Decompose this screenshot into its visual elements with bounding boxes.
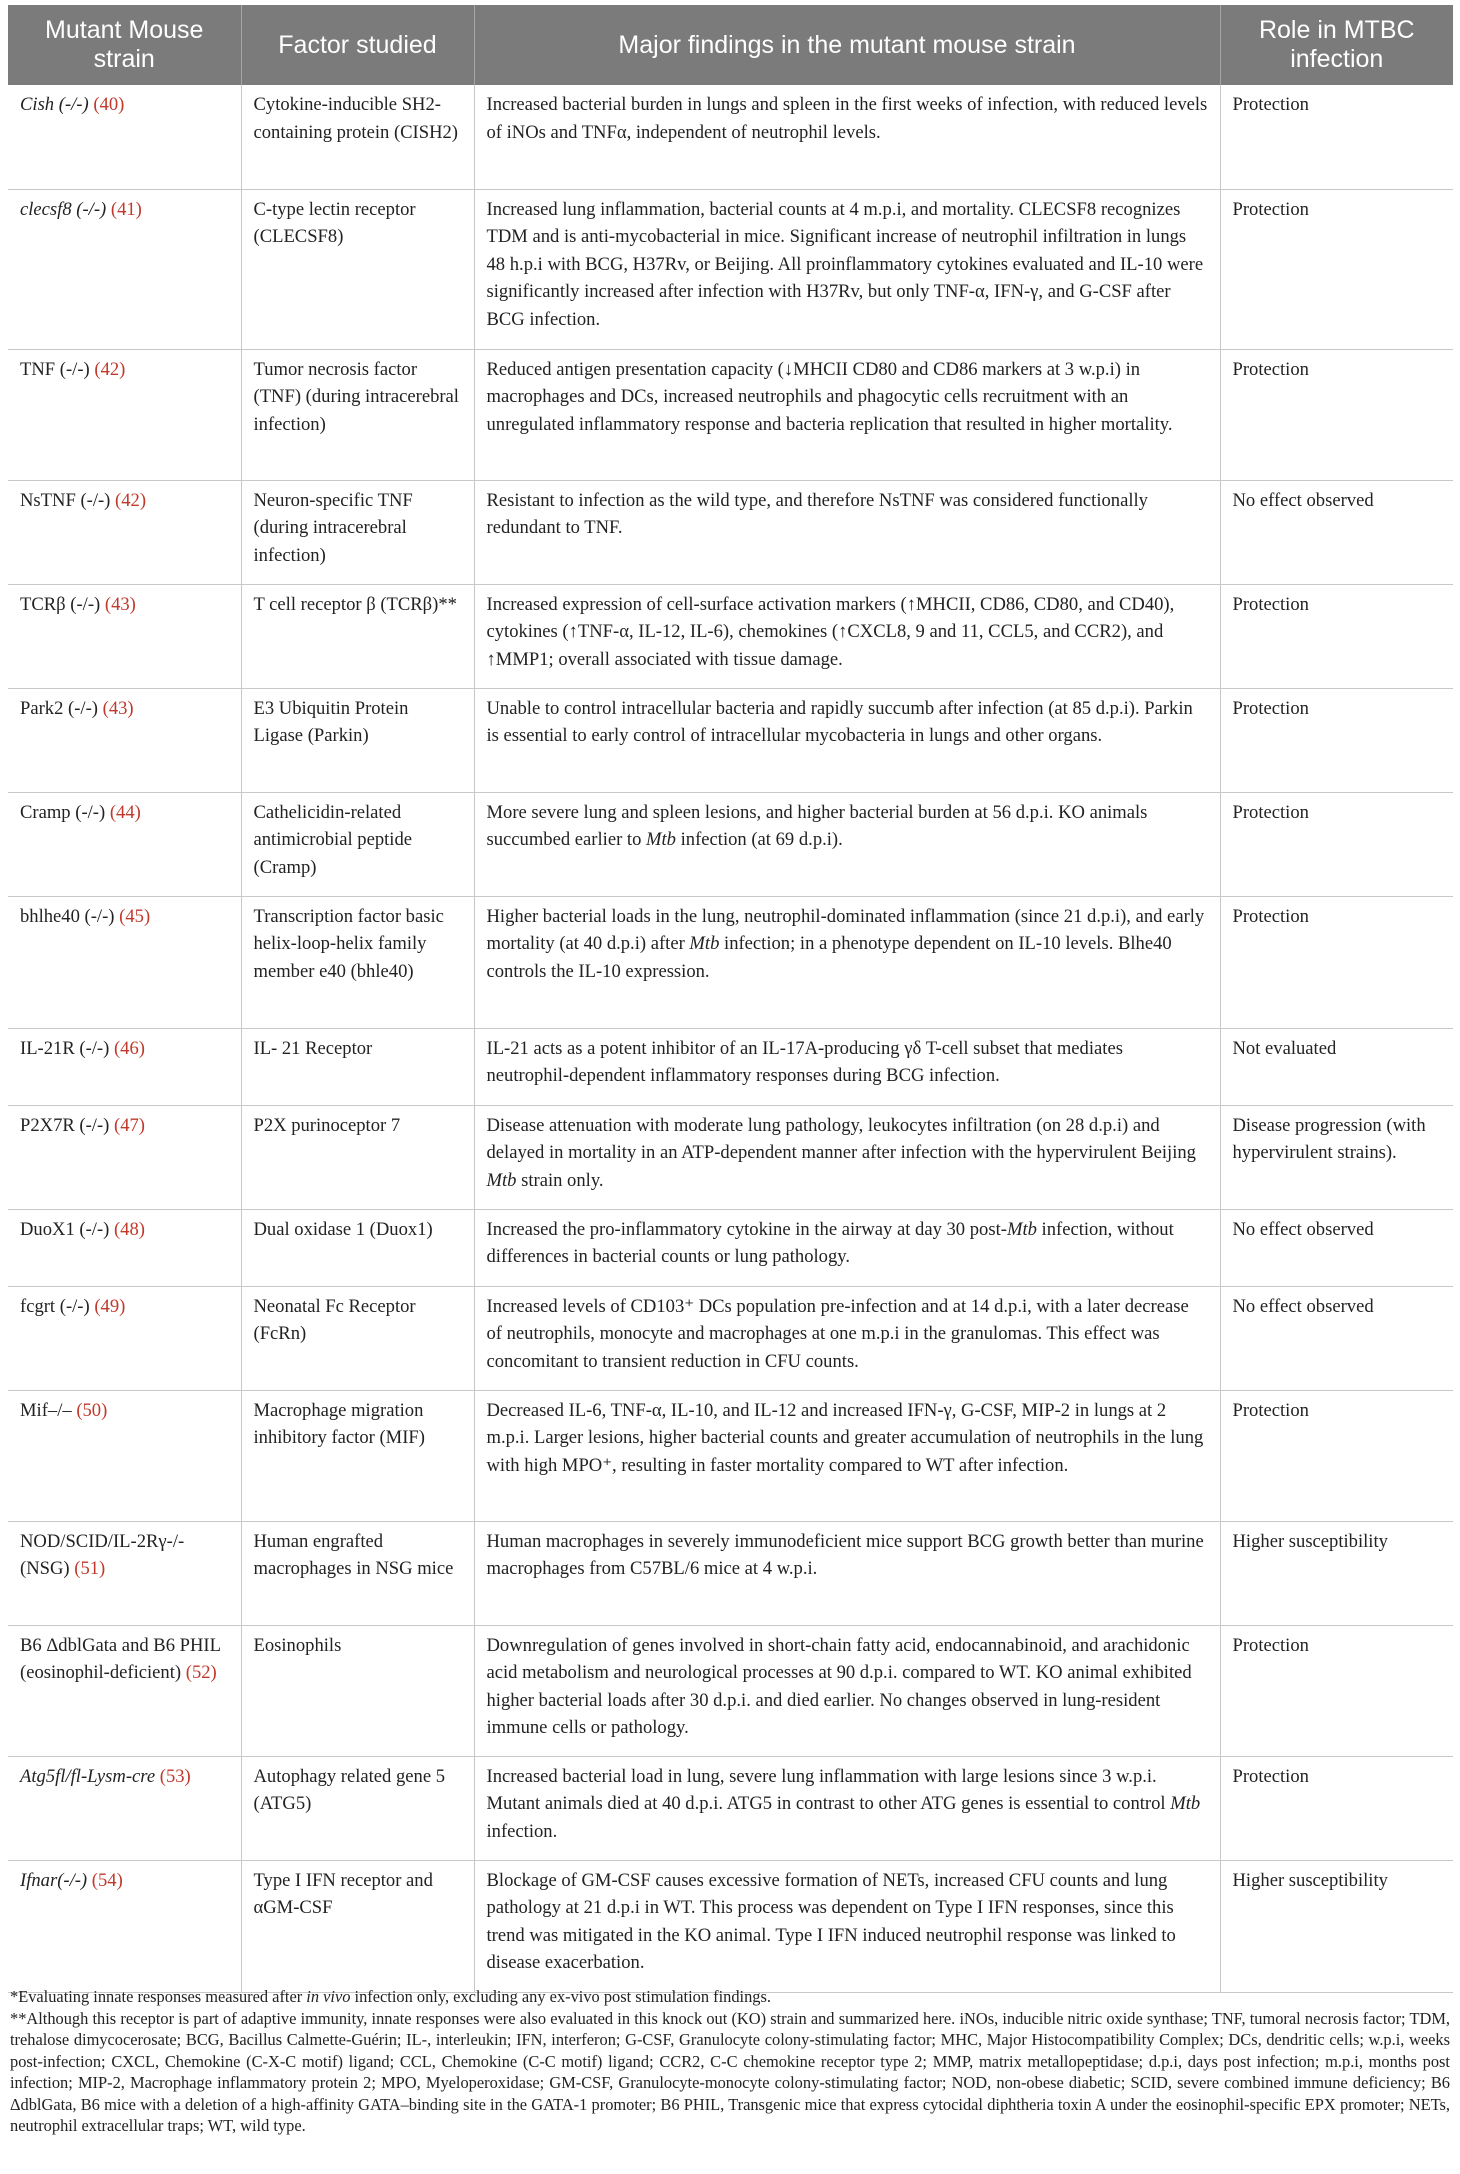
factor-cell: Cytokine-inducible SH2-containing protein (CISH2) [241, 85, 474, 189]
findings-cell: Higher bacterial loads in the lung, neutrophil-dominated inflammation (since 21 d.p.i), and early mortality (at 40 d.p.i) after Mtb infection; in a phenotype dependent on IL-10 levels. Blhe40 controls the IL-10 expression. [474, 896, 1220, 1028]
factor-cell: Dual oxidase 1 (Duox1) [241, 1209, 474, 1286]
strain-name: IL-21R (-/-) [20, 1037, 110, 1059]
findings-cell: IL-21 acts as a potent inhibitor of an IL-17A-producing γδ T-cell subset that mediates neutrophil-dependent inflammatory responses during BCG infection. [474, 1028, 1220, 1105]
factor-cell: Type I IFN receptor and αGM-CSF [241, 1860, 474, 1992]
strain-name: Park2 (-/-) [20, 697, 98, 719]
role-cell: No effect observed [1220, 1286, 1453, 1390]
table-body [8, 85, 1453, 1992]
strain-name: DuoX1 (-/-) [20, 1218, 110, 1240]
table-row [8, 1028, 1453, 1105]
findings-cell: Downregulation of genes involved in short-chain fatty acid, endocannabinoid, and arachidonic acid metabolism and neurological processes at 90 d.p.i. compared to WT. KO animal exhibited higher bacterial loads after 30 d.p.i. and died earlier. No changes observed in lung-resident immune cells or pathology. [474, 1625, 1220, 1756]
mutant-mouse-strain-table [8, 5, 1453, 1993]
findings-cell: Unable to control intracellular bacteria and rapidly succumb after infection (at 85 d.p.i). Parkin is essential to early control of intracellular mycobacteria in lungs and other organs. [474, 688, 1220, 792]
strain-name: fcgrt (-/-) [20, 1295, 90, 1317]
role-cell: Protection [1220, 1390, 1453, 1521]
strain-cell [8, 349, 241, 480]
factor-cell: Transcription factor basic helix-loop-helix family member e40 (bhle40) [241, 896, 474, 1028]
header-mutant-mouse-strain: Mutant Mouse strain [8, 5, 241, 85]
strain-cell [8, 85, 241, 189]
factor-cell: Tumor necrosis factor (TNF) (during intracerebral infection) [241, 349, 474, 480]
strain-cell [8, 1105, 241, 1209]
reference-link[interactable]: (42) [115, 489, 147, 511]
strain-cell [8, 1521, 241, 1625]
strain-name: TNF (-/-) [20, 358, 90, 380]
factor-cell: Cathelicidin-related antimicrobial peptide (Cramp) [241, 792, 474, 896]
table-row [8, 1209, 1453, 1286]
table-row [8, 584, 1453, 688]
strain-cell [8, 1286, 241, 1390]
factor-cell: E3 Ubiquitin Protein Ligase (Parkin) [241, 688, 474, 792]
strain-name: NOD/SCID/IL-2Rγ-/- (NSG) [20, 1530, 185, 1580]
role-cell: Protection [1220, 688, 1453, 792]
role-cell: Protection [1220, 792, 1453, 896]
findings-cell: Blockage of GM-CSF causes excessive formation of NETs, increased CFU counts and lung pathology at 21 d.p.i in WT. This process was dependent on Type I IFN responses, since this trend was mitigated in the KO animal. Type I IFN induced neutrophil response was linked to disease exacerbation. [474, 1860, 1220, 1992]
strain-cell [8, 1756, 241, 1860]
strain-name: Atg5fl/fl-Lysm-cre [20, 1765, 156, 1787]
header-major-findings: Major findings in the mutant mouse strain [474, 5, 1220, 85]
table-row [8, 85, 1453, 189]
role-cell: No effect observed [1220, 480, 1453, 584]
strain-cell [8, 1860, 241, 1992]
strain-cell [8, 1209, 241, 1286]
header-factor-studied: Factor studied [241, 5, 474, 85]
reference-link[interactable]: (43) [104, 593, 136, 615]
factor-cell: IL- 21 Receptor [241, 1028, 474, 1105]
role-cell: Protection [1220, 1625, 1453, 1756]
strain-name: NsTNF (-/-) [20, 489, 111, 511]
table-row [8, 688, 1453, 792]
reference-link[interactable]: (45) [119, 905, 151, 927]
role-cell: Protection [1220, 1756, 1453, 1860]
strain-cell [8, 584, 241, 688]
strain-cell [8, 688, 241, 792]
findings-cell: More severe lung and spleen lesions, and higher bacterial burden at 56 d.p.i. KO animals succumbed earlier to Mtb infection (at 69 d.p.i). [474, 792, 1220, 896]
header-role-in-mtbc-infection: Role in MTBC infection [1220, 5, 1453, 85]
findings-cell: Increased the pro-inflammatory cytokine in the airway at day 30 post-Mtb infection, without differences in bacterial counts or lung pathology. [474, 1209, 1220, 1286]
strain-cell [8, 480, 241, 584]
factor-cell: Autophagy related gene 5 (ATG5) [241, 1756, 474, 1860]
findings-cell: Resistant to infection as the wild type, and therefore NsTNF was considered functionally redundant to TNF. [474, 480, 1220, 584]
strain-name: Cish (-/-) [20, 94, 89, 115]
factor-cell: Neuron-specific TNF (during intracerebral infection) [241, 480, 474, 584]
factor-cell: T cell receptor β (TCRβ)** [241, 584, 474, 688]
reference-link[interactable]: (41) [110, 198, 142, 220]
reference-link[interactable]: (44) [109, 801, 141, 823]
table-row [8, 1286, 1453, 1390]
strain-name: P2X7R (-/-) [20, 1114, 110, 1136]
strain-cell [8, 1390, 241, 1521]
table-row [8, 1625, 1453, 1756]
factor-cell: P2X purinoceptor 7 [241, 1105, 474, 1209]
strain-cell [8, 1625, 241, 1756]
table-header-row [8, 5, 1453, 85]
reference-link[interactable]: (52) [185, 1662, 217, 1684]
findings-cell: Increased bacterial burden in lungs and spleen in the first weeks of infection, with reduced levels of iNOs and TNFα, independent of neutrophil levels. [474, 85, 1220, 189]
footnote-asterisk: *Evaluating innate responses measured after in vivo infection only, excluding any ex-vivo post stimulation findings. [10, 1987, 771, 2006]
reference-link[interactable]: (50) [76, 1399, 108, 1421]
strain-name: clecsf8 (-/-) [20, 198, 107, 220]
strain-name: Ifnar(-/-) [20, 1869, 88, 1891]
role-cell: No effect observed [1220, 1209, 1453, 1286]
findings-cell: Reduced antigen presentation capacity (↓MHCII CD80 and CD86 markers at 3 w.p.i) in macrophages and DCs, increased neutrophils and phagocytic cells recruitment with an unregulated inflammatory response and bacteria replication that resulted in higher mortality. [474, 349, 1220, 480]
findings-cell: Human macrophages in severely immunodeficient mice support BCG growth better than murine macrophages from C57BL/6 mice at 4 w.p.i. [474, 1521, 1220, 1625]
strain-name: Cramp (-/-) [20, 801, 106, 823]
role-cell: Protection [1220, 189, 1453, 349]
strain-name: bhlhe40 (-/-) [20, 905, 115, 927]
strain-name: B6 ΔdblGata and B6 PHIL (eosinophil-deficient) [20, 1634, 221, 1684]
table-row [8, 349, 1453, 480]
findings-cell: Disease attenuation with moderate lung pathology, leukocytes infiltration (on 28 d.p.i) and delayed in mortality in an ATP-dependent manner after infection with the hypervirulent Beijing Mtb strain only. [474, 1105, 1220, 1209]
findings-cell: Increased bacterial load in lung, severe lung inflammation with large lesions since 3 w.p.i. Mutant animals died at 40 d.p.i. ATG5 in contrast to other ATG genes is essential to control Mtb infection. [474, 1756, 1220, 1860]
findings-cell: Increased expression of cell-surface activation markers (↑MHCII, CD86, CD80, and CD40), cytokines (↑TNF-α, IL-12, IL-6), chemokines (↑CXCL8, 9 and 11, CCL5, and CCR2), and ↑MMP1; overall associated with tissue damage. [474, 584, 1220, 688]
findings-cell: Decreased IL-6, TNF-α, IL-10, and IL-12 and increased IFN-γ, G-CSF, MIP-2 in lungs at 2 m.p.i. Larger lesions, higher bacterial counts and greater accumulation of neutrophils in the lung with high MPO⁺, resulting in faster mortality compared to WT after infection. [474, 1390, 1220, 1521]
role-cell: Disease progression (with hypervirulent strains). [1220, 1105, 1453, 1209]
table-row [8, 1390, 1453, 1521]
factor-cell: Neonatal Fc Receptor (FcRn) [241, 1286, 474, 1390]
reference-link[interactable]: (42) [94, 358, 126, 380]
table-row [8, 1105, 1453, 1209]
factor-cell: C-type lectin receptor (CLECSF8) [241, 189, 474, 349]
table-row [8, 896, 1453, 1028]
table-row [8, 1756, 1453, 1860]
footnote-abbreviations: **Although this receptor is part of adaptive immunity, innate responses were also evaluated in this knock out (KO) strain and summarized here. iNOs, inducible nitric oxide synthase; TNF, tumoral necrosis factor; TDM, trehalose dimycocerosate; BCG, Bacillus Calmette-Guérin; IL-, interleukin; IFN, interferon; G-CSF, Granulocyte colony-stimulating factor; MHC, Major Histocompatibility Complex; DCs, dendritic cells; w.p.i, weeks post-infection; CXCL, Chemokine (C-X-C motif) ligand; CCL, Chemokine (C-C motif) ligand; CCR2, C-C chemokine receptor type 2; MMP, matrix metallopeptidase; d.p.i, days post infection; m.p.i, months post infection; MIP-2, Macrophage inflammatory protein 2; MPO, Myeloperoxidase; GM-CSF, Granulocyte-monocyte colony-stimulating factor; NOD, non-obese diabetic; SCID, severe combined immune deficiency; B6 ΔdblGata, B6 mice with a deletion of a high-affinity GATA–binding site in the GATA-1 promoter; B6 PHIL, Transgenic mice that express cytocidal diphtheria toxin A under the eosinophil-specific EPX promoter; NETs, neutrophil extracellular traps; WT, wild type. [10, 2008, 1450, 2135]
reference-link[interactable]: (47) [114, 1114, 145, 1136]
reference-link[interactable]: (51) [74, 1558, 106, 1580]
role-cell: Protection [1220, 896, 1453, 1028]
strain-name: TCRβ (-/-) [20, 593, 101, 615]
reference-link[interactable]: (43) [102, 697, 134, 719]
role-cell: Higher susceptibility [1220, 1521, 1453, 1625]
table-row [8, 480, 1453, 584]
role-cell: Protection [1220, 349, 1453, 480]
role-cell: Protection [1220, 584, 1453, 688]
table-row [8, 1860, 1453, 1992]
table-row [8, 189, 1453, 349]
role-cell: Protection [1220, 85, 1453, 189]
factor-cell: Eosinophils [241, 1625, 474, 1756]
strain-cell [8, 792, 241, 896]
strain-cell [8, 189, 241, 349]
reference-link[interactable]: (40) [93, 94, 125, 115]
factor-cell: Macrophage migration inhibitory factor (MIF) [241, 1390, 474, 1521]
reference-link[interactable]: (46) [113, 1037, 145, 1059]
findings-cell: Increased levels of CD103⁺ DCs population pre-infection and at 14 d.p.i, with a later decrease of neutrophils, monocyte and macrophages at one m.p.i in the granulomas. This effect was concomitant to transient reduction in CFU counts. [474, 1286, 1220, 1390]
strain-cell [8, 896, 241, 1028]
reference-link[interactable]: (48) [113, 1218, 145, 1240]
table-footnotes [10, 1986, 1450, 2137]
findings-cell: Increased lung inflammation, bacterial counts at 4 m.p.i, and mortality. CLECSF8 recognizes TDM and is anti-mycobacterial in mice. Significant increase of neutrophil infiltration in lungs 48 h.p.i with BCG, H37Rv, or Beijing. All proinflammatory cytokines evaluated and IL-10 were significantly increased after infection with H37Rv, but only TNF-α, IFN-γ, and G-CSF after BCG infection. [474, 189, 1220, 349]
table-row [8, 792, 1453, 896]
factor-cell: Human engrafted macrophages in NSG mice [241, 1521, 474, 1625]
role-cell: Not evaluated [1220, 1028, 1453, 1105]
reference-link[interactable]: (54) [91, 1869, 123, 1891]
table-row [8, 1521, 1453, 1625]
reference-link[interactable]: (53) [159, 1765, 191, 1787]
strain-name: Mif–/– [20, 1399, 72, 1421]
strain-cell [8, 1028, 241, 1105]
innate-response-table-container [8, 5, 1453, 1993]
role-cell: Higher susceptibility [1220, 1860, 1453, 1992]
reference-link[interactable]: (49) [94, 1295, 126, 1317]
